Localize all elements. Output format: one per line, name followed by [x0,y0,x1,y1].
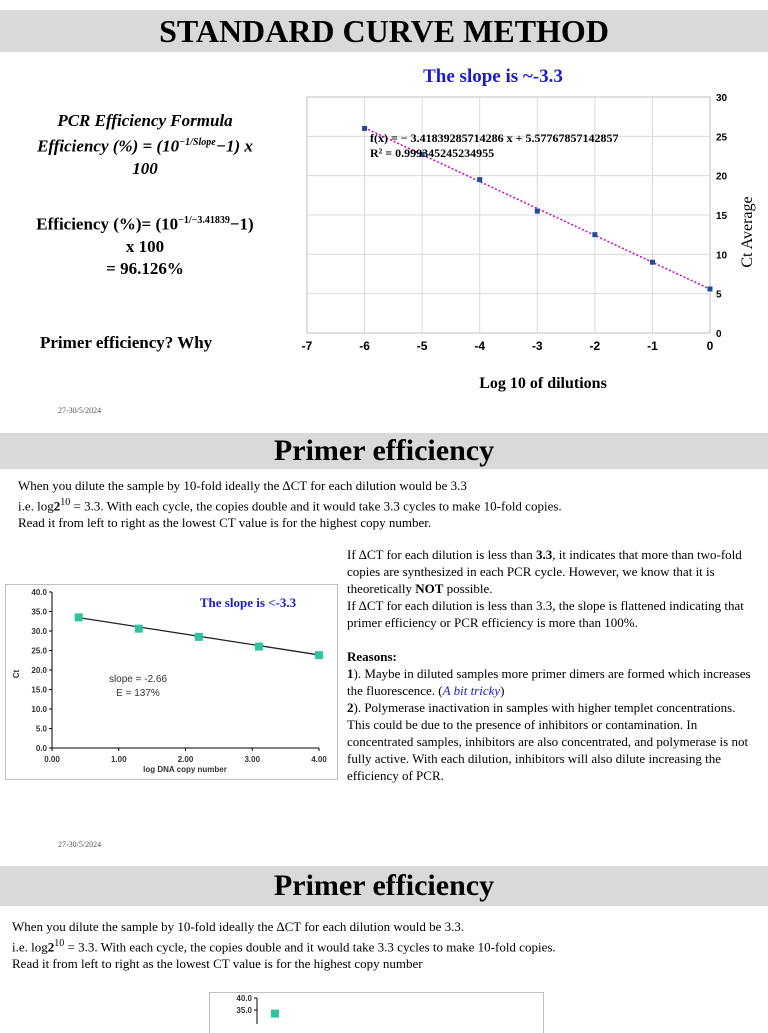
chart1-ytick-label: 20 [716,171,728,183]
chart1-title: The slope is ~-3.3 [423,66,563,87]
chart1-ytick-label: 10 [716,250,728,262]
chart1-xtick-label: -7 [301,339,313,353]
slide1-title: STANDARD CURVE METHOD [0,10,768,52]
chart1-point [708,286,713,291]
chart2-ytick-label: 30.0 [31,627,47,636]
formula-block [10,110,280,180]
efficiency-multiplier: x 100 [125,236,165,256]
chart2-annotation-slope: slope = -2.66 [108,674,168,685]
slide3-intro-line3: Read it from left to right as the lowest CT value is for the highest copy number [12,956,423,972]
standard-curve-chart [290,60,765,400]
chart2-ytick-label: 10.0 [31,705,47,714]
chart2-title: The slope is <-3.3 [199,595,297,610]
chart3-ytick-label: 35.0 [236,1006,252,1015]
efficiency-calculation [10,210,280,280]
formula-expression-end: 100 [132,158,158,178]
chart1-point [362,126,367,131]
chart1-xtick-label: -5 [416,339,428,353]
reasons-label: Reasons: [347,649,397,664]
chart1-ylabel: Ct Average [739,196,756,268]
chart1-xtick-label: -3 [531,339,543,353]
chart2-xlabel: log DNA copy number [143,765,227,774]
chart2-ytick-label: 20.0 [31,666,47,675]
chart2-xtick-label: 2.00 [177,755,194,764]
chart2-xtick-label: 3.00 [244,755,261,764]
slide2-explanation-p2: If ∆CT for each dilution is less than 3.3, the slope is flattened indicating that primer efficiency or PCR efficiency is more than 100%. [347,598,744,630]
slide3-intro-line2: i.e. $\log 2^{10} = 3.3$. With each cycle, the copies double and it would take 3.3 cycles to make 10-fold copies. [12,938,556,955]
chart1-ytick-label: 25 [716,132,728,144]
chart1-point [477,177,482,182]
slide3-title: Primer efficiency [0,866,768,906]
chart1-ytick-label: 0 [716,329,722,340]
chart1-point [650,260,655,265]
chart3-point [271,1010,279,1018]
chart2-ytick-label: 0.0 [35,744,47,753]
chart2-ytick-label: 25.0 [31,646,47,656]
slide2-explanation-p1: If ∆CT for each dilution is less than 3.3, it indicates that more than two-fold copies are synthesized in each PCR cycle. However, we know that it is theoretically NOT possible. [347,547,742,596]
chart1-xtick-label: -2 [589,339,601,353]
chart2-xtick-label: 1.00 [110,755,127,764]
chart2-ytick-label: 35.0 [31,607,47,617]
chart2-ylabel: Ct [12,669,21,679]
chart2-ytick-label: 15.0 [31,685,47,695]
chart2-xticks [44,748,327,764]
chart2-point [195,633,203,641]
chart1-xticks [302,339,714,353]
chart2-ytick-label: 40.0 [31,588,47,597]
slide2-intro [18,477,758,531]
chart2-ytick-label: 5.0 [35,724,47,734]
primer-question: Primer efficiency? Why [40,333,213,352]
chart3-yticks [236,994,257,1015]
slide3-intro [12,918,757,972]
chart2-xtick-label: 4.00 [311,755,327,764]
chart2-point [315,651,323,659]
chart1-xlabel: Log 10 of dilutions [479,375,607,392]
slide2-intro-line1: When you dilute the sample by 10-fold ideally the ∆CT for each dilution would be 3.3 [18,478,467,493]
chart1-equation: f(x) = − 3.41839285714286 x + 5.57767857142857 [370,131,619,145]
formula-expression: Efficiency (%) = $(10^{-1/Slope}-1)$ x [37,136,253,156]
efficiency-result: = 96.126% [106,258,184,278]
chart1-ytick-label: 5 [716,289,722,301]
efficiency-chart [5,584,337,778]
chart1-yticks [716,93,728,340]
chart1-xtick-label: -6 [359,339,370,353]
chart2-xtick-label: 0.00 [44,755,60,764]
chart3-ytick-label: 40.0 [236,994,252,1003]
chart1-point [592,232,597,237]
chart2-point [255,643,263,651]
chart1-ytick-label: 15 [716,211,728,222]
chart1-r-squared: R² = 0.999345245234955 [370,146,495,160]
chart2-annotation-efficiency: E = 137% [116,688,160,699]
chart1-point [535,209,540,214]
chart1-xtick-label: 0 [706,339,714,353]
slide2-title: Primer efficiency [0,433,768,469]
chart1-xtick-label: -1 [647,339,658,353]
reason-1: 1). Maybe in diluted samples more primer dimers are formed which increases the fluorescence. (A bit tricky) [347,666,751,698]
slide2-explanation [347,546,759,784]
chart2-yticks [31,588,52,753]
formula-heading: PCR Efficiency Formula [57,111,233,130]
chart2-axes [52,592,319,748]
chart3-points [271,1010,279,1018]
efficiency-expression: Efficiency (%)= $(10^{-1/-3.41839}-1)$ [36,214,254,234]
slide1-date: 27-30/5/2024 [58,406,102,415]
slide2-date: 27-30/5/2024 [58,840,102,849]
slide2-intro-line2: i.e. $\log 2^{10} = 3.3$. With each cycle, the copies double and it would take 3.3 cycles to make 10-fold copies. [18,497,562,514]
slide2-intro-line3: Read it from left to right as the lowest CT value is for the highest copy number. [18,515,432,531]
chart2-points [75,613,323,659]
partial-chart [209,992,543,1024]
chart2-point [75,613,83,621]
slide3-intro-line1: When you dilute the sample by 10-fold ideally the ∆CT for each dilution would be 3.3. [12,919,465,934]
chart1-xtick-label: -4 [474,339,486,353]
chart1-ytick-label: 30 [716,93,728,104]
reason-3: This could be due to the presence of inhibitors or contamination. In concentrated samples, inhibitors are also concentrated, and polymerase is not fully active. With each dilution, inhibitors will also dilute increasing the efficiency of PCR. [347,717,749,783]
chart2-point [135,625,143,633]
reason-2: 2). Polymerase inactivation in samples with higher templet concentrations. [347,700,736,715]
